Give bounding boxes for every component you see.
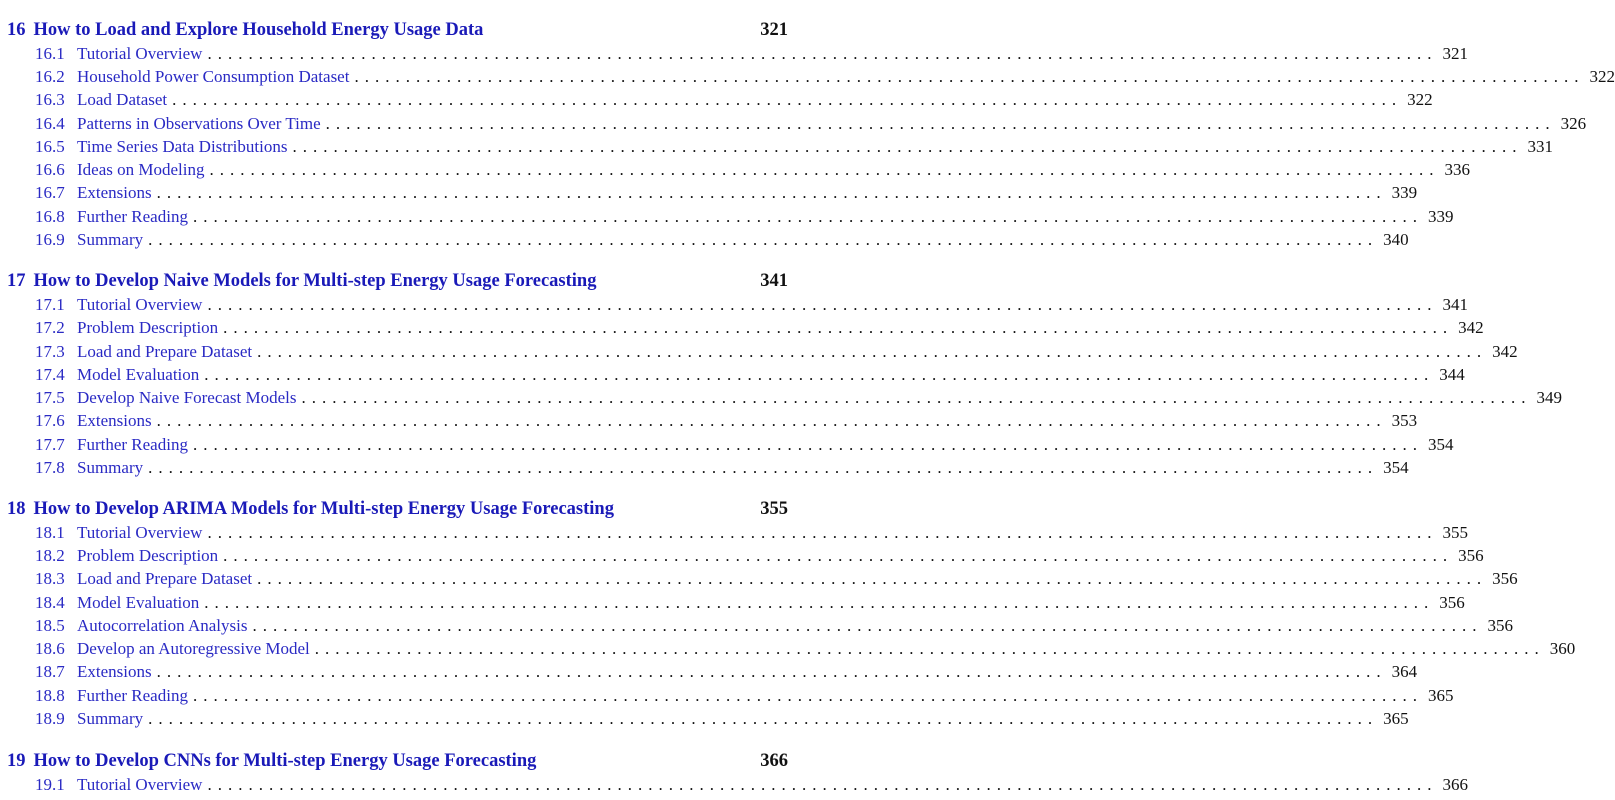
section-entry[interactable] bbox=[35, 230, 1409, 251]
section-entry[interactable] bbox=[35, 342, 1518, 363]
dot-leader: ........................................................................................................................ bbox=[354, 67, 1585, 86]
dot-leader: ........................................................................................................................ bbox=[148, 709, 1379, 728]
section-number: 18.6 bbox=[35, 639, 65, 658]
chapter-title[interactable]: How to Develop Naive Models for Multi-step Energy Usage Forecasting bbox=[33, 271, 597, 291]
chapter-page-number: 321 bbox=[760, 20, 788, 40]
section-title[interactable]: Develop an Autoregressive Model bbox=[77, 639, 310, 658]
section-entry[interactable] bbox=[35, 318, 1484, 339]
section-entry[interactable] bbox=[35, 775, 1468, 796]
section-number: 17.1 bbox=[35, 295, 65, 314]
section-entry[interactable] bbox=[35, 160, 1470, 181]
section-title[interactable]: Summary bbox=[77, 458, 144, 477]
section-title[interactable]: Summary bbox=[77, 709, 144, 728]
section-title[interactable]: Extensions bbox=[77, 183, 152, 202]
section-page-number: 340 bbox=[1383, 230, 1409, 249]
section-entry[interactable] bbox=[35, 593, 1465, 614]
section-page-number: 349 bbox=[1536, 388, 1563, 407]
section-title[interactable]: Load and Prepare Dataset bbox=[77, 569, 253, 588]
chapter-heading[interactable] bbox=[7, 499, 788, 521]
section-number: 18.2 bbox=[35, 546, 65, 565]
section-page-number: 356 bbox=[1492, 569, 1518, 588]
section-entry[interactable] bbox=[35, 523, 1468, 544]
chapter-number: 16 bbox=[7, 20, 26, 40]
section-entry[interactable] bbox=[35, 709, 1409, 730]
section-title[interactable]: Tutorial Overview bbox=[77, 295, 203, 314]
dot-leader: ........................................................................................................................ bbox=[156, 183, 1387, 202]
dot-leader: ........................................................................................................................ bbox=[204, 593, 1435, 612]
dot-leader: ........................................................................................................................ bbox=[207, 295, 1438, 314]
section-entry[interactable] bbox=[35, 137, 1553, 158]
section-title[interactable]: Further Reading bbox=[77, 435, 188, 454]
section-entry[interactable] bbox=[35, 295, 1468, 316]
dot-leader: ........................................................................................................................ bbox=[148, 458, 1379, 477]
section-entry[interactable] bbox=[35, 411, 1418, 432]
section-page-number: 344 bbox=[1439, 365, 1465, 384]
dot-leader: ........................................................................................................................ bbox=[223, 546, 1454, 565]
dot-leader: ........................................................................................................................ bbox=[148, 230, 1379, 249]
section-number: 18.7 bbox=[35, 662, 65, 681]
section-number: 16.5 bbox=[35, 137, 65, 156]
section-number: 17.4 bbox=[35, 365, 65, 384]
section-title[interactable]: Problem Description bbox=[77, 318, 219, 337]
chapter-title[interactable]: How to Develop CNNs for Multi-step Energy Usage Forecasting bbox=[33, 751, 537, 771]
section-number: 16.8 bbox=[35, 207, 65, 226]
chapter-page-number: 341 bbox=[760, 271, 788, 291]
section-entry[interactable] bbox=[35, 183, 1418, 204]
chapter-title[interactable]: How to Load and Explore Household Energy Usage Data bbox=[33, 20, 484, 40]
section-entry[interactable] bbox=[35, 435, 1454, 456]
chapter-page-number: 355 bbox=[760, 499, 788, 519]
section-page-number: 365 bbox=[1427, 686, 1454, 705]
dot-leader: ........................................................................................................................ bbox=[172, 90, 1403, 109]
section-number: 16.2 bbox=[35, 67, 65, 86]
section-entry[interactable] bbox=[35, 639, 1576, 660]
section-entry[interactable] bbox=[35, 388, 1563, 409]
dot-leader: ........................................................................................................................ bbox=[209, 160, 1440, 179]
section-entry[interactable] bbox=[35, 662, 1418, 683]
dot-leader: ........................................................................................................................ bbox=[292, 137, 1523, 156]
section-entry[interactable] bbox=[35, 365, 1465, 386]
section-title[interactable]: Patterns in Observations Over Time bbox=[77, 114, 321, 133]
section-page-number: 326 bbox=[1560, 114, 1587, 133]
dot-leader: ........................................................................................................................ bbox=[156, 662, 1387, 681]
dot-leader: ........................................................................................................................ bbox=[192, 686, 1423, 705]
section-number: 17.7 bbox=[35, 435, 65, 454]
section-entry[interactable] bbox=[35, 569, 1518, 590]
dot-leader: ........................................................................................................................ bbox=[204, 365, 1435, 384]
section-entry[interactable] bbox=[35, 616, 1513, 637]
section-number: 19.1 bbox=[35, 775, 65, 794]
section-number: 18.8 bbox=[35, 686, 65, 705]
section-page-number: 353 bbox=[1391, 411, 1418, 430]
dot-leader: ........................................................................................................................ bbox=[207, 44, 1438, 63]
section-title[interactable]: Model Evaluation bbox=[77, 593, 200, 612]
section-page-number: 354 bbox=[1427, 435, 1454, 454]
section-page-number: 341 bbox=[1442, 295, 1468, 314]
section-title[interactable]: Tutorial Overview bbox=[77, 44, 203, 63]
chapter-title[interactable]: How to Develop ARIMA Models for Multi-step Energy Usage Forecasting bbox=[33, 499, 614, 519]
section-number: 16.1 bbox=[35, 44, 65, 63]
section-title[interactable]: Further Reading bbox=[77, 686, 188, 705]
section-title[interactable]: Ideas on Modeling bbox=[77, 160, 205, 179]
section-number: 18.9 bbox=[35, 709, 65, 728]
section-page-number: 339 bbox=[1391, 183, 1418, 202]
section-page-number: 336 bbox=[1444, 160, 1470, 179]
section-page-number: 364 bbox=[1391, 662, 1418, 681]
section-title[interactable]: Problem Description bbox=[77, 546, 219, 565]
section-page-number: 356 bbox=[1439, 593, 1465, 612]
section-title[interactable]: Time Series Data Distributions bbox=[77, 137, 288, 156]
dot-leader: ........................................................................................................................ bbox=[257, 342, 1488, 361]
section-number: 16.9 bbox=[35, 230, 65, 249]
section-title[interactable]: Load Dataset bbox=[77, 90, 168, 109]
section-entry[interactable] bbox=[35, 90, 1433, 111]
section-title[interactable]: Tutorial Overview bbox=[77, 523, 203, 542]
section-page-number: 322 bbox=[1589, 67, 1615, 86]
chapter-number: 18 bbox=[7, 499, 26, 519]
section-title[interactable]: Develop Naive Forecast Models bbox=[77, 388, 297, 407]
chapter-heading[interactable] bbox=[7, 751, 788, 773]
section-title[interactable]: Model Evaluation bbox=[77, 365, 200, 384]
section-page-number: 354 bbox=[1383, 458, 1409, 477]
dot-leader: ........................................................................................................................ bbox=[192, 435, 1423, 454]
section-entry[interactable] bbox=[35, 546, 1484, 567]
section-entry[interactable] bbox=[35, 67, 1615, 88]
section-entry[interactable] bbox=[35, 458, 1409, 479]
section-page-number: 331 bbox=[1527, 137, 1553, 156]
chapter-number: 19 bbox=[7, 751, 26, 771]
section-number: 16.4 bbox=[35, 114, 65, 133]
section-entry[interactable] bbox=[35, 114, 1587, 135]
section-title[interactable]: Load and Prepare Dataset bbox=[77, 342, 253, 361]
section-number: 18.4 bbox=[35, 593, 65, 612]
section-page-number: 322 bbox=[1407, 90, 1433, 109]
section-title[interactable]: Household Power Consumption Dataset bbox=[77, 67, 350, 86]
section-title[interactable]: Summary bbox=[77, 230, 144, 249]
section-entry[interactable] bbox=[35, 207, 1454, 228]
section-page-number: 356 bbox=[1487, 616, 1513, 635]
section-title[interactable]: Further Reading bbox=[77, 207, 188, 226]
section-number: 17.3 bbox=[35, 342, 65, 361]
section-number: 18.1 bbox=[35, 523, 65, 542]
section-title[interactable]: Autocorrelation Analysis bbox=[77, 616, 248, 635]
section-number: 17.2 bbox=[35, 318, 65, 337]
section-number: 17.5 bbox=[35, 388, 65, 407]
dot-leader: ........................................................................................................................ bbox=[207, 775, 1438, 794]
section-page-number: 360 bbox=[1549, 639, 1576, 658]
section-page-number: 321 bbox=[1442, 44, 1468, 63]
section-page-number: 342 bbox=[1458, 318, 1484, 337]
section-page-number: 356 bbox=[1458, 546, 1484, 565]
chapter-page-number: 366 bbox=[760, 751, 788, 771]
dot-leader: ........................................................................................................................ bbox=[192, 207, 1423, 226]
section-page-number: 342 bbox=[1492, 342, 1518, 361]
section-number: 16.6 bbox=[35, 160, 65, 179]
section-page-number: 365 bbox=[1383, 709, 1409, 728]
section-title[interactable]: Extensions bbox=[77, 411, 152, 430]
chapter-heading[interactable] bbox=[7, 271, 788, 293]
section-number: 16.7 bbox=[35, 183, 65, 202]
dot-leader: ........................................................................................................................ bbox=[301, 388, 1532, 407]
section-page-number: 366 bbox=[1442, 775, 1468, 794]
section-number: 16.3 bbox=[35, 90, 65, 109]
dot-leader: ........................................................................................................................ bbox=[223, 318, 1454, 337]
dot-leader: ........................................................................................................................ bbox=[314, 639, 1545, 658]
section-number: 18.5 bbox=[35, 616, 65, 635]
section-entry[interactable] bbox=[35, 44, 1468, 65]
dot-leader: ........................................................................................................................ bbox=[207, 523, 1438, 542]
section-title[interactable]: Tutorial Overview bbox=[77, 775, 203, 794]
section-number: 17.6 bbox=[35, 411, 65, 430]
section-entry[interactable] bbox=[35, 686, 1454, 707]
section-page-number: 355 bbox=[1442, 523, 1468, 542]
dot-leader: ........................................................................................................................ bbox=[252, 616, 1483, 635]
dot-leader: ........................................................................................................................ bbox=[257, 569, 1488, 588]
chapter-number: 17 bbox=[7, 271, 26, 291]
chapter-heading[interactable] bbox=[7, 20, 788, 42]
section-number: 17.8 bbox=[35, 458, 65, 477]
dot-leader: ........................................................................................................................ bbox=[325, 114, 1556, 133]
section-title[interactable]: Extensions bbox=[77, 662, 152, 681]
section-number: 18.3 bbox=[35, 569, 65, 588]
dot-leader: ........................................................................................................................ bbox=[156, 411, 1387, 430]
section-page-number: 339 bbox=[1427, 207, 1454, 226]
